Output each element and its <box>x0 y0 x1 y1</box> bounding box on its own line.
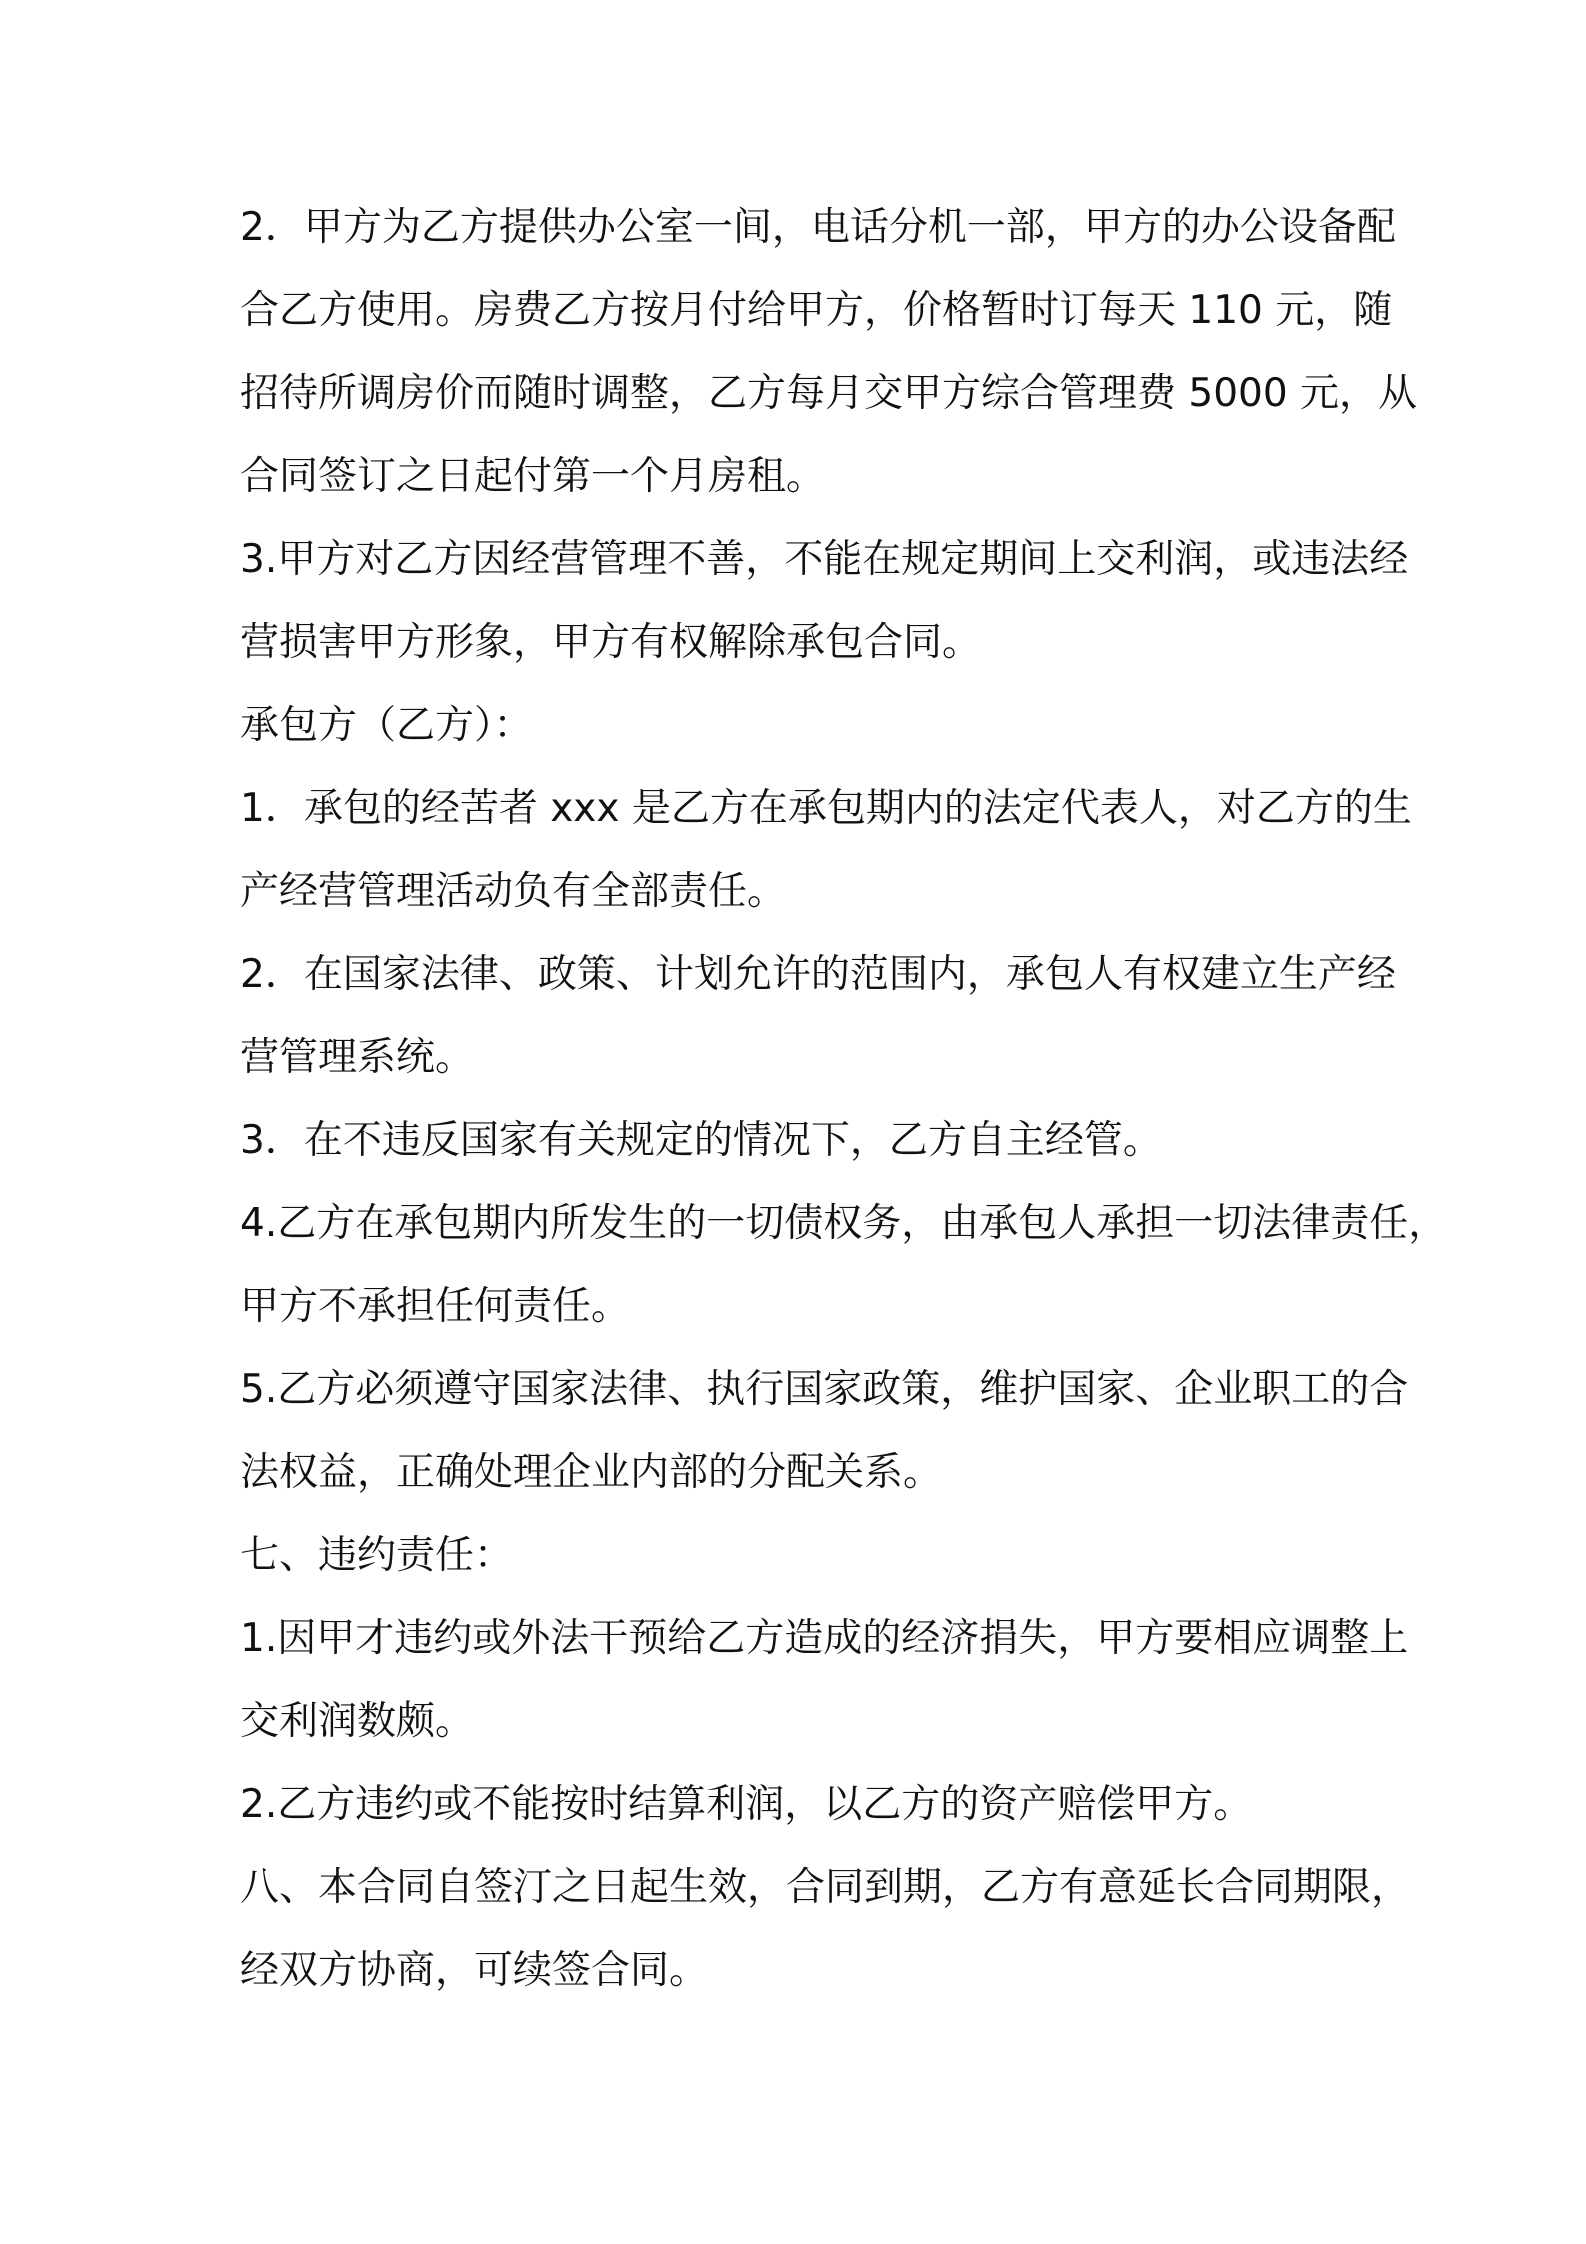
text-line: 2．在国家法律、政策、计划允许的范围内，承包人有权建立生产经 <box>240 952 1396 997</box>
text-line: 八、本合同自签汀之日起生效，合同到期，乙方有意延长合同期限， <box>240 1865 1411 1910</box>
text-line: 经双方协商，可续签合同。 <box>240 1948 709 1993</box>
text-line: 2.乙方违约或不能按时结算利润，以乙方的资产赔偿甲方。 <box>240 1782 1253 1827</box>
text-line: 合乙方使用。房费乙方按月付给甲方，价格暂时订每天 110 元，随 <box>240 288 1393 333</box>
text-line: 招待所调房价而随时调整，乙方每月交甲方综合管理费 5000 元，从 <box>240 371 1418 416</box>
text-line: 2．甲方为乙方提供办公室一间，电话分机一部，甲方的办公设备配 <box>240 205 1396 250</box>
text-line: 3.甲方对乙方因经营管理不善，不能在规定期间上交利润，或违法经 <box>240 537 1409 582</box>
text-line: 1．承包的经苦者 xxx 是乙方在承包期内的法定代表人，对乙方的生 <box>240 786 1412 831</box>
text-line: 5.乙方必须遵守国家法律、执行国家政策，维护国家、企业职工的合 <box>240 1367 1409 1412</box>
text-line: 营管理系统。 <box>240 1035 475 1080</box>
text-line: 产经营管理活动负有全部责任。 <box>240 869 787 914</box>
text-line: 1.因甲才违约或外法干预给乙方造成的经济捐失，甲方要相应调整上 <box>240 1616 1409 1661</box>
text-line: 3．在不违反国家有关规定的情况下，乙方自主经管。 <box>240 1118 1162 1163</box>
text-line: 交利润数颇。 <box>240 1699 475 1744</box>
text-line: 合同签订之日起付第一个月房租。 <box>240 454 826 499</box>
text-line: 法权益，正确处理企业内部的分配关系。 <box>240 1450 943 1495</box>
text-line: 甲方不承担任何责任。 <box>240 1284 631 1329</box>
section-heading: 承包方（乙方）： <box>240 703 533 748</box>
text-line: 4.乙方在承包期内所发生的一切债权务，由承包人承担一切法律责任， <box>240 1201 1448 1246</box>
text-line: 营损害甲方形象，甲方有权解除承包合同。 <box>240 620 982 665</box>
section-heading: 七、违约责任： <box>240 1533 514 1578</box>
